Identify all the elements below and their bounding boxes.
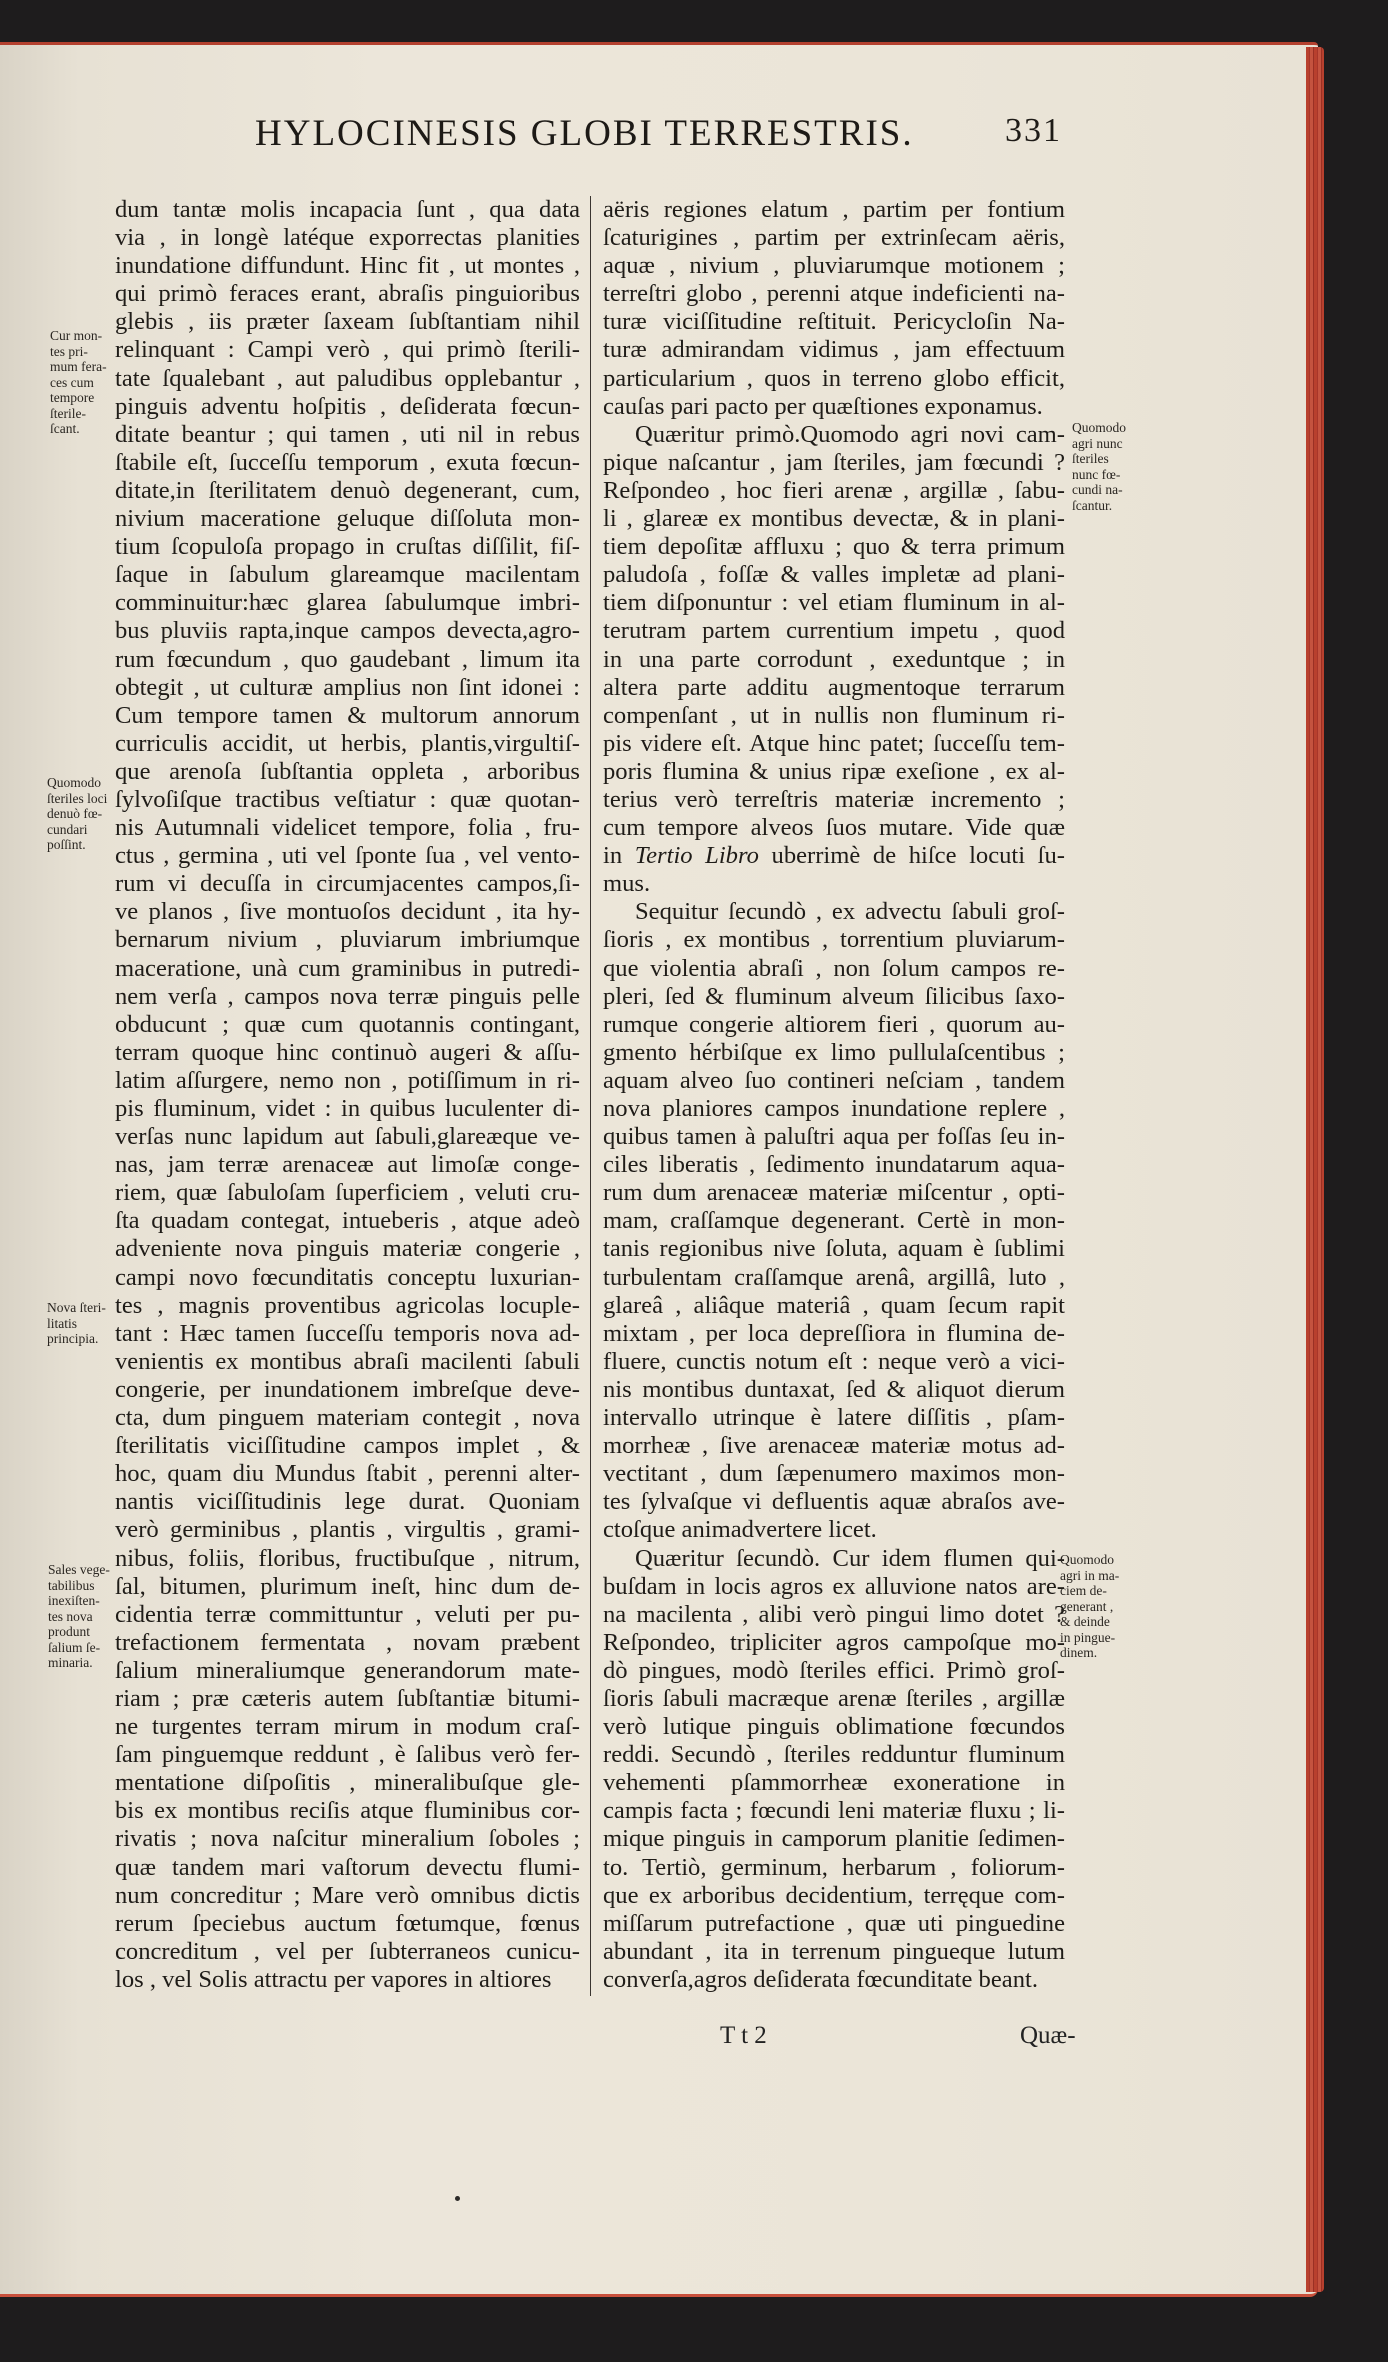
text-line: que arenoſa ſubſtantia oppleta , arboribus (115, 757, 580, 785)
margin-note-right-2: Quomodo agri in ma- ciem de- generant , & deinde in pingue- dinem. (1060, 1552, 1120, 1660)
text-line: venientis ex montibus abraſi macilenti ſabuli (115, 1347, 580, 1375)
text-line: terreſtri globo , perenni atque indeficienti na- (603, 280, 1065, 308)
text-line: mixtam , per loca depreſſiora in flumina de- (603, 1319, 1065, 1347)
text-line: riam ; præ cæteris autem ſubſtantiæ bitumi- (115, 1684, 580, 1712)
text-line: rum dum arenaceæ materiæ miſcentur , opti- (603, 1179, 1065, 1207)
text-line: mentatione diſpoſitis , mineralibuſque gle- (115, 1769, 580, 1797)
text-line: in una parte corrodunt , exeduntque ; in (603, 645, 1065, 673)
text-line: miſſarum putrefactione , quæ uti pinguedine (603, 1909, 1065, 1937)
margin-note-left-4: Sales vege- tabilibus inexiſten- tes nova produnt ſalium ſe- minaria. (48, 1562, 110, 1670)
text-line: nem verſa , campos nova terræ pinguis pelle (115, 982, 580, 1010)
text-line: paludoſa , foſſæ & valles impletæ ad plani- (603, 561, 1065, 589)
text-line: turæ viciſſitudine reſtituit. Pericycloſin Na- (603, 308, 1065, 336)
text-line: gmento hérbiſque ex limo pullulaſcentibus ; (603, 1038, 1065, 1066)
text-line: ſterilitatis viciſſitudine campos implet , & (115, 1432, 580, 1460)
margin-note-right-1: Quomodo agri nunc ſteriles nunc fœ- cundi na- ſcantur. (1072, 420, 1126, 513)
text-line: maceratione, unà cum graminibus in putredi- (115, 954, 580, 982)
text-line: concreditum , vel per ſubterraneos cunicu- (115, 1937, 580, 1965)
text-line: cta, dum pinguem materiam contegit , nova (115, 1404, 580, 1432)
text-line: terram quoque hinc continuò augeri & aſſu- (115, 1038, 580, 1066)
text-line: ſta quadam contegat, intueberis , atque adeò (115, 1207, 580, 1235)
text-line: trefactionem fermentata , novam præbent (115, 1628, 580, 1656)
text-line: hoc, quam diu Mundus ſtabit , perenni alter- (115, 1460, 580, 1488)
text-line: tes ſylvaſque vi defluentis aquæ abraſos ave- (603, 1488, 1065, 1516)
text-line: Sequitur ſecundò , ex advectu ſabuli groſ- (635, 898, 1065, 926)
text-line: mique pinguis in camporum planitie ſedimen- (603, 1825, 1065, 1853)
text-line: riem, quæ ſabuloſam ſuperficiem , veluti cru- (115, 1179, 580, 1207)
text-line: tes , magnis proventibus agricolas locuple- (115, 1291, 580, 1319)
text-line: tiem depoſitæ affluxu ; quo & terra primum (603, 533, 1065, 561)
text-line: congerie, per inundationem imbreſque deve- (115, 1375, 580, 1403)
text-line: tant : Hæc tamen ſucceſſu temporis nova ad- (115, 1319, 580, 1347)
text-line: ne turgentes terram mirum in modum craſ- (115, 1713, 580, 1741)
text-line: nantis viciſſitudinis lege durat. Quoniam (115, 1488, 580, 1516)
text-line: tate ſqualebant , aut paludibus opplebantur , (115, 364, 580, 392)
text-line: nis Autumnali videlicet tempore, folia , fru- (115, 814, 580, 842)
text-line: ſcaturigines , partim per extrinſecam aëris, (603, 224, 1065, 252)
text-line: poris flumina & unius ripæ exeſione , ex al- (603, 757, 1065, 785)
text-line: pis fluminum, videt : in quibus luculenter di- (115, 1095, 580, 1122)
text-line: rumque congerie altiorem fieri , quorum au- (603, 1010, 1065, 1038)
text-line: ditate,in ſterilitatem denuò degenerant, cum, (115, 476, 580, 504)
text-line: Reſpondeo, tripliciter agros campoſque mo- (603, 1628, 1065, 1656)
italic-reference: Tertio Libro (634, 842, 759, 870)
text-line: ſioris , ex montibus , torrentium pluviarum- (603, 926, 1065, 954)
text-line: pinguis adventu hoſpitis , deſiderata fœcun- (115, 392, 580, 420)
text-line: nibus, foliis, floribus, fructibuſque , nitrum, (115, 1544, 580, 1572)
text-line: latim aſſurgere, nemo non , potiſſimum in ri- (115, 1066, 580, 1094)
text-line: altera parte additu augmentoque terrarum (603, 673, 1065, 701)
text-line: ſaque in ſabulum glareamque macilentam (115, 561, 580, 589)
text-line: bus pluviis rapta,inque campos devecta,agro- (115, 617, 580, 645)
text-line: aquæ , nivium , pluviarumque motionem ; (603, 252, 1065, 280)
text-line: que violentia abraſi , non ſolum campos re- (603, 954, 1065, 982)
text-line: ſalium mineraliumque generandorum mate- (115, 1656, 580, 1684)
text-line: aquam alveo ſuo contineri neſciam , tandem (603, 1066, 1065, 1094)
text-fragment: in (603, 842, 635, 870)
text-line: tium ſcopuloſa propago in cruſtas diſſilit, fiſ- (115, 533, 580, 561)
text-line: ſam pinguemque reddunt , è ſalibus verò fer- (115, 1741, 580, 1769)
text-line: reddi. Secundò , ſteriles redduntur fluminum (603, 1741, 1065, 1769)
text-line: mam, craſſamque degenerant. Certè in mon- (603, 1207, 1065, 1235)
catchword: Quæ- (1020, 2022, 1076, 2049)
text-line: glebis , iis præter ſaxeam ſubſtantiam nihil (115, 308, 580, 336)
text-line: ve planos , ſive montuoſos decidunt , ita hy- (115, 898, 580, 926)
text-line: pique naſcantur , jam ſteriles, jam fœcundi ? (603, 448, 1065, 476)
text-line: num concreditur ; Mare verò omnibus dictis (115, 1881, 580, 1909)
page-edge-red (1306, 47, 1324, 2292)
text-line: tiem diſponuntur : vel etiam fluminum in al- (603, 589, 1065, 617)
text-line: terius verò terreſtris materiæ incremento ; (603, 785, 1065, 813)
text-line: turbulentam craſſamque arenâ, argillâ, luto , (603, 1263, 1065, 1291)
text-line: rerum ſpeciebus auctum fœtumque, fœnus (115, 1909, 580, 1937)
running-head (255, 112, 1115, 155)
text-line: cidentia terræ committuntur , veluti per pu- (115, 1600, 580, 1628)
text-line: Quæritur primò.Quomodo agri novi cam- (635, 420, 1065, 448)
running-head-title: HYLOCINESIS GLOBI TERRESTRIS. (255, 113, 914, 154)
text-line: nas, jam terræ arenaceæ aut limoſæ conge- (115, 1151, 580, 1179)
text-line: via , in longè latéque exporrectas planities (115, 224, 580, 252)
text-line: intervallo utrinque è latere diſſitis , pſam- (603, 1404, 1065, 1432)
text-line: abundant , ita in terrenum pingueque lutum (603, 1937, 1065, 1965)
text-line: turæ admirandam vidimus , jam effectuum (603, 336, 1065, 364)
text-line: ſylvoſiſque tractibus veſtiatur : quæ quotan- (115, 785, 580, 813)
text-line: adveniente nova pinguis materiæ congerie , (115, 1235, 580, 1263)
text-line: ditate beantur ; qui tamen , uti nil in rebus (115, 420, 580, 448)
text-line: mus. (603, 870, 651, 898)
text-line: dò pingues, modò ſteriles effici. Primò groſ- (603, 1656, 1065, 1684)
text-line: curriculis accidit, ut herbis, plantis,virgultiſ- (115, 729, 580, 757)
text-line: vehementi pſammorrheæ exoneratione in (603, 1769, 1065, 1797)
text-line: rum fœcundum , quo gaudebant , limum ita (115, 645, 580, 673)
text-line: campi novo fœcunditatis conceptu luxurian- (115, 1263, 580, 1291)
text-line: compenſant , ut in nullis non fluminum ri- (603, 701, 1065, 729)
text-line: na macilenta , alibi verò pingui limo dotet ? (603, 1600, 1065, 1628)
margin-note-left-3: Nova ſteri- litatis principia. (47, 1300, 106, 1346)
text-line: verſas nunc lapidum aut ſabuli,glareæque ve- (115, 1123, 580, 1151)
text-line: dum tantæ molis incapacia ſunt , qua data (115, 196, 580, 223)
text-line: cauſas pari pacto per quæſtiones exponamus. (603, 392, 1043, 420)
text-line: rum vi decuſſa in circumjacentes campos,ſi- (115, 870, 580, 898)
text-line: buſdam in locis agros ex alluvione natos are- (603, 1572, 1065, 1600)
text-line: bernarum nivium , pluviarum imbriumque (115, 926, 580, 954)
text-line: fluere, cunctis notum eſt : neque verò a vici- (603, 1347, 1065, 1375)
text-line: ctoſque animadvertere licet. (603, 1516, 877, 1544)
text-line: relinquant : Campi verò , qui primò ſterili- (115, 336, 580, 364)
text-line: Quæritur ſecundò. Cur idem flumen qui- (635, 1544, 1065, 1572)
text-line: rivatis ; nova naſcitur mineralium ſoboles ; (115, 1825, 580, 1853)
text-line: verò lutique pinguis oblimatione fœcundos (603, 1713, 1065, 1741)
text-line: qui primò feraces erant, abraſis pinguioribus (115, 280, 580, 308)
left-column (115, 196, 580, 1994)
text-line: morrheæ , ſive arenaceæ materiæ motus ad- (603, 1432, 1065, 1460)
right-column (603, 196, 1065, 1994)
text-line: ſtabile eſt, ſucceſſu temporum , exuta fœcun- (115, 448, 580, 476)
text-line: aëris regiones elatum , partim per fontium (603, 196, 1065, 223)
text-line: vectitant , dum ſæpenumero maximos mon- (603, 1460, 1065, 1488)
text-line: nivium maceratione geluque diſſoluta mon- (115, 505, 580, 533)
text-line: li , glareæ ex montibus devectæ, & in plani- (603, 505, 1065, 533)
text-line: ſal, bitumen, plurimum ineſt, hinc dum de- (115, 1572, 580, 1600)
signature-mark: T t 2 (720, 2022, 767, 2049)
text-line: obtegit , ut culturæ amplius non ſint idonei : (115, 673, 580, 701)
text-line: terutram partem currentium impetu , quod (603, 617, 1065, 645)
text-line: verò germinibus , plantis , virgultis , grami- (115, 1516, 580, 1544)
column-divider (590, 196, 591, 1996)
text-line: comminuitur:hæc glarea ſabulumque imbri- (115, 589, 580, 617)
text-line: ctus , germina , uti vel ſponte ſua , vel vento- (115, 842, 580, 870)
text-line: ſioris ſabuli macræque arenæ ſteriles , argillæ (603, 1684, 1065, 1712)
text-line: campis facta ; fœcundi leni materiæ fluxu ; li- (603, 1797, 1065, 1825)
text-line: quibus tamen à paluſtri aqua per foſſas ſeu in- (603, 1123, 1065, 1151)
text-line: pleri, ſed & fluminum alveum ſilicibus ſaxo- (603, 982, 1065, 1010)
page-number: 331 (1005, 112, 1062, 149)
text-line: bis ex montibus reciſis atque fluminibus cor- (115, 1797, 580, 1825)
text-line: tanis regionibus nive ſoluta, aquam è ſublimi (603, 1235, 1065, 1263)
text-line: cum tempore alveos ſuos mutare. Vide quæ (603, 814, 1065, 842)
text-line: converſa,agros deſiderata fœcunditate beant. (603, 1965, 1038, 1993)
text-line: glareâ , aliâque materiâ , quam ſecum rapit (603, 1291, 1065, 1319)
text-line-with-italic (603, 842, 1065, 870)
text-line: nova planiores campos inundatione replere , (603, 1095, 1065, 1122)
text-line: Reſpondeo , hoc fieri arenæ , argillæ , ſabu- (603, 476, 1065, 504)
text-fragment: uberrimè de hiſce locuti ſu- (758, 842, 1065, 870)
text-line: ciles liberatis , ſedimento inundatarum aqua- (603, 1151, 1065, 1179)
text-line: inundatione diffundunt. Hinc fit , ut montes , (115, 252, 580, 280)
text-line: obducunt ; quæ cum quotannis contingant, (115, 1010, 580, 1038)
text-line: los , vel Solis attractu per vapores in altiores (115, 1965, 552, 1993)
text-line: que ex arboribus decidentium, terręque com- (603, 1881, 1065, 1909)
margin-note-left-1: Cur mon- tes pri- mum fera- ces cum tempore ſterile- ſcant. (50, 328, 107, 436)
text-line: Cum tempore tamen & multorum annorum (115, 701, 580, 729)
text-line: to. Tertiò, germinum, herbarum , foliorum- (603, 1853, 1065, 1881)
margin-note-left-2: Quomodo ſteriles loci denuò fœ- cundari poſſint. (47, 775, 108, 852)
text-line: nis montibus duntaxat, ſed & aliquot dierum (603, 1375, 1065, 1403)
text-line: pis videre eſt. Atque hinc patet; ſucceſſu tem- (603, 729, 1065, 757)
text-line: particularium , quos in terreno globo efficit, (603, 364, 1065, 392)
text-line: quæ tandem mari vaſtorum devectu flumi- (115, 1853, 580, 1881)
ink-speck (455, 2196, 460, 2201)
